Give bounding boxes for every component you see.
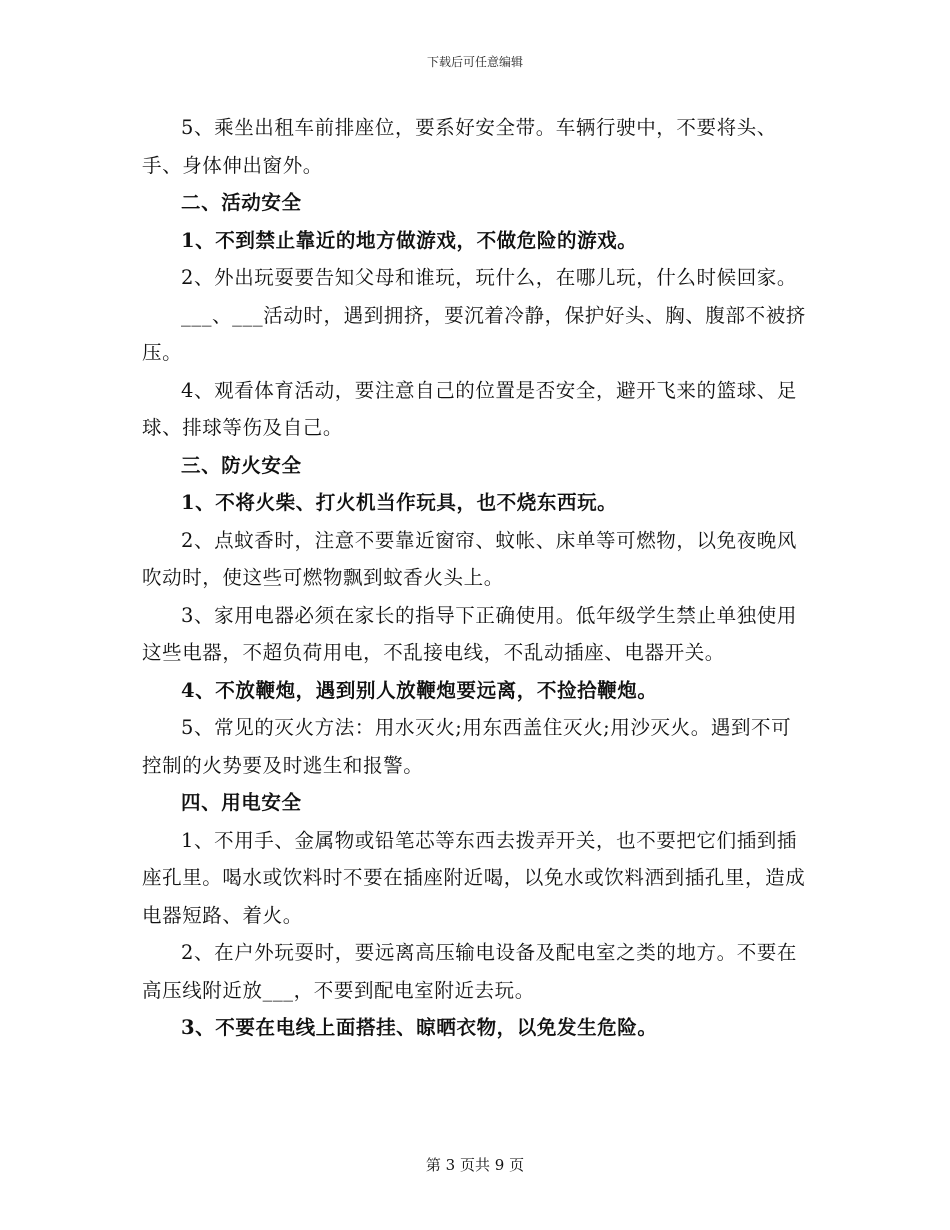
paragraph-4: 2、外出玩耍要告知父母和谁玩，玩什么，在哪儿玩，什么时候回家。 xyxy=(181,266,798,289)
document-body xyxy=(142,109,810,1047)
section-heading-electric-safety: 四、用电安全 xyxy=(181,791,302,814)
paragraph-11: 4、不放鞭炮，遇到别人放鞭炮要远离，不捡拾鞭炮。 xyxy=(181,678,658,702)
paragraph-6: 4、观看体育活动，要注意自己的位置是否安全，避开飞来的篮球、足球、排球等伤及自己。 xyxy=(142,378,798,439)
paragraph-10: 3、家用电器必须在家长的指导下正确使用。低年级学生禁止单独使用这些电器，不超负荷用电，不乱接电线，不乱动插座、电器开关。 xyxy=(142,603,798,664)
paragraph-3: 1、不到禁止靠近的地方做游戏，不做危险的游戏。 xyxy=(181,228,638,252)
paragraph-16: 3、不要在电线上面搭挂、晾晒衣物，以免发生危险。 xyxy=(181,1016,658,1039)
paragraph-15: 2、在户外玩耍时，要远离高压输电设备及配电室之类的地方。不要在高压线附近放___，不要到配电室附近去玩。 xyxy=(142,941,798,1002)
paragraph-14: 1、不用手、金属物或铅笔芯等东西去拨弄开关，也不要把它们插到插座孔里。喝水或饮料时不要在插座附近喝，以免水或饮料洒到插孔里，造成电器短路、着火。 xyxy=(142,828,806,927)
section-heading-activity-safety: 二、活动安全 xyxy=(181,191,302,214)
paragraph-8: 1、不将火柴、打火机当作玩具，也不烧东西玩。 xyxy=(181,491,618,514)
paragraph-1: 5、乘坐出租车前排座位，要系好安全带。车辆行驶中，不要将头、手、身体伸出窗外。 xyxy=(142,116,777,177)
section-heading-fire-safety: 三、防火安全 xyxy=(181,453,302,477)
page-footer: 第 3 页共 9 页 xyxy=(425,1156,525,1174)
paragraph-5: ___、___活动时，遇到拥挤，要沉着冷静，保护好头、胸、腹部不被挤压。 xyxy=(142,303,806,364)
page-header: 下载后可任意编辑 xyxy=(426,55,523,69)
paragraph-12: 5、常见的灭火方法：用水灭火;用东西盖住灭火;用沙灭火。遇到不可控制的火势要及时逃生和报警。 xyxy=(142,716,792,777)
paragraph-9: 2、点蚊香时，注意不要靠近窗帘、蚊帐、床单等可燃物，以免夜晚风吹动时，使这些可燃物飘到蚊香火头上。 xyxy=(142,528,798,589)
